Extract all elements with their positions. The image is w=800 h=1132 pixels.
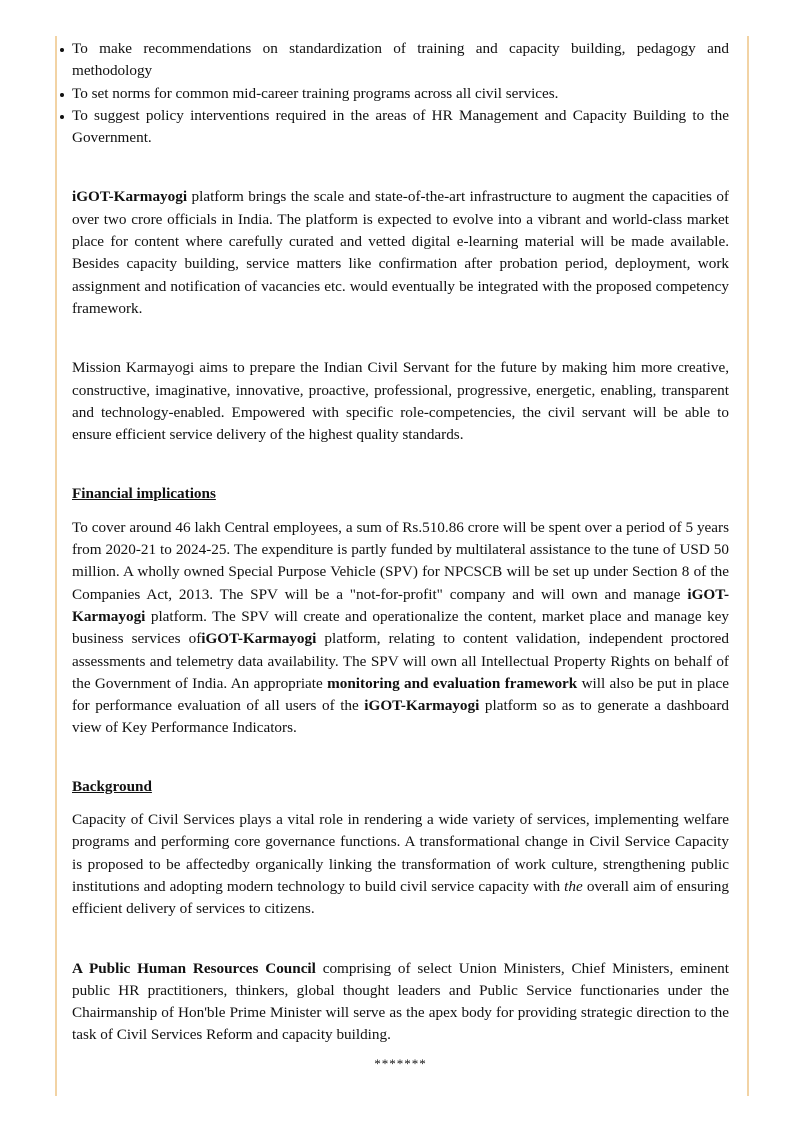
financial-paragraph: To cover around 46 lakh Central employees, a sum of Rs.510.86 crore will be spent over a period of 5 years from 2020-21 to 2024-25. The expenditure is partly funded by multilateral assistance to the tune of USD 50 million. A wholly owned Special Purpose Vehicle (SPV) for NPCSCB will be set up under Section 8 of the Companies Act, 2013. The SPV will be a "not-for-profit" company and will own and manage iGOT-Karmayogi platform. The SPV will create and operationalize the content, market place and manage key business services ofiGOT-Karmayogi platform, relating to content validation, independent proctored assessments and telemetry data availability. The SPV will own all Intellectual Property Rights on behalf of the Government of India. An appropriate monitoring and evaluation framework will also be put in place for performance evaluation of all users of the iGOT-Karmayogi platform so as to generate a dashboard view of Key Performance Indicators.	[72, 518, 730, 737]
list-item: To set norms for common mid-career training programs across all civil services.	[72, 83, 729, 105]
council-paragraph: A Public Human Resources Council comprising of select Union Ministers, Chief Ministers, eminent public HR practitioners, thinkers, global thought leaders and Public Service functionaries under the Chairmanship of Hon'ble Prime Minister will serve as the apex body for providing strategic direction to the task of Civil Services Reform and capacity building.	[72, 959, 729, 1044]
igot-bold-term: iGOT-Karmayogi	[72, 188, 188, 206]
list-item: To suggest policy interventions required in the areas of HR Management and Capacity Building to the Government.	[72, 105, 729, 150]
objectives-list	[72, 38, 729, 149]
document-body	[72, 38, 729, 1075]
end-marker: *******	[374, 1055, 427, 1071]
mission-paragraph: Mission Karmayogi aims to prepare the Indian Civil Servant for the future by making him more creative, constructive, imaginative, innovative, proactive, professional, progressive, energetic, enabling, transparent and technology-enabled. Empowered with specific role-competencies, the civil servant will be able to ensure efficient service delivery of the highest quality standards.	[72, 359, 729, 444]
background-paragraph: Capacity of Civil Services plays a vital role in rendering a wide variety of services, implementing welfare programs and performing core governance functions. A transformational change in Civil Service Capacity is proposed to be affectedby organically linking the transformation of work culture, strengthening public institutions and adopting modern technology to build civil service capacity with the overall aim of ensuring efficient delivery of services to citizens.	[72, 811, 729, 918]
financial-heading: Financial implications	[72, 485, 216, 503]
list-item: To make recommendations on standardization of training and capacity building, pedagogy and methodology	[72, 38, 729, 83]
background-heading: Background	[72, 777, 152, 795]
igot-paragraph: iGOT-Karmayogi platform brings the scale and state-of-the-art infrastructure to augment the capacities of over two crore officials in India. The platform is expected to evolve into a vibrant and world-class market place for content where carefully curated and vetted digital e-learning material will be made available. Besides capacity building, service matters like confirmation after probation period, deployment, work assignment and notification of vacancies etc. would eventually be integrated with the proposed competency framework.	[72, 188, 729, 317]
council-bold-term: A Public Human Resources Council	[72, 959, 316, 977]
